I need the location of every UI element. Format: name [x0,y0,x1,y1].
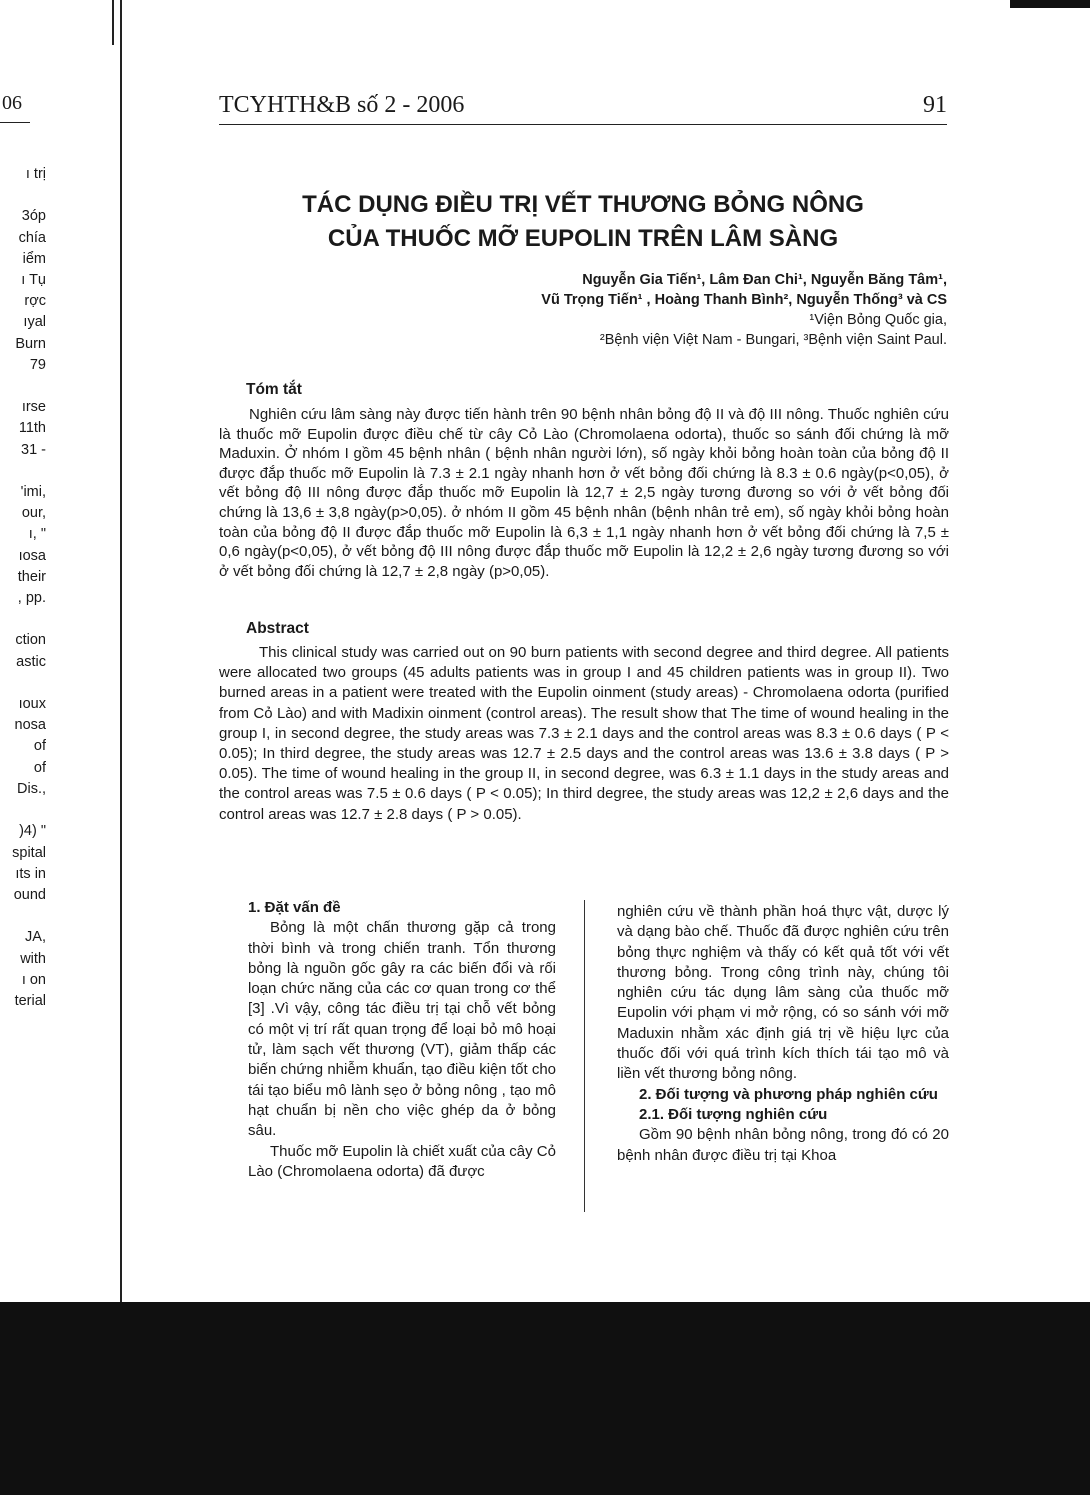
scan-shadow-top [1010,0,1090,8]
scan-dark-bottom [0,1302,1090,1495]
right-column [617,902,949,1166]
binding-line-top [112,0,114,45]
author-block [219,270,947,350]
section-2-1-heading: 2.1. Đối tượng nghiên cứu [639,1105,828,1123]
summary-text: Nghiên cứu lâm sàng này được tiến hành trên 90 bệnh nhân bỏng độ II và độ III nông. Thuốc nghiên cứu là thuốc mỡ Eupolin được điều chế từ cây Cỏ Lào (Chromolaena odorta), thuốc so sánh đối chứng là mỡ Maduxin. Ở nhóm I gồm 45 bệnh nhân ( bệnh nhân người lớn), số ngày khỏi bỏng hoàn toàn của bỏng độ II được đắp thuốc mỡ Eupolin là 7.3 ± 2.1 ngày nhanh hơn ở vết bỏng đối chứng là 8.3 ± 0.6 ngày(p<0,05), ở vết bỏng độ III nông được đắp thuốc mỡ Eupolin là 12,7 ± 2,5 ngày tương đương so với ở vết bỏng đối chứng là 13,6 ± 3,8 ngày(p>0,05). ở nhóm II gồm 45 bệnh nhân (bệnh nhân trẻ em), số ngày khỏi bỏng hoàn toàn của bỏng độ II được đắp thuốc mỡ Eupolin là 6,3 ± 1,1 ngày nhanh hơn ở vết bỏng đối chứng là 7,5 ± 0,6 ngày(p<0,05), ở vết bỏng độ III nông được đắp thuốc mỡ Eupolin là 12,2 ± 2,6 ngày tương đương so với ở vết bỏng đối chứng là 12,7 ± 2,8 ngày (p>0,05). [219,406,949,580]
abstract-heading: Abstract [246,620,309,637]
section-1-heading: 1. Đặt vấn đề [248,899,341,916]
affiliation-line-1: ¹Viện Bỏng Quốc gia, [809,312,947,328]
previous-page-text-edge: ı trị 3óp chía iểm ı Tụ rợc ıyal Burn 79 ırse 11th 31 - 'imi, our, ı, " ıosa their , pp. ction astic ıoux nosa of of Dis., )4) " spital ıts in ound JA, with ı on terial [12,166,46,1009]
right-paragraph-2: Gồm 90 bệnh nhân bỏng nông, trong đó có 20 bệnh nhân được điều trị tại Khoa [617,1126,949,1164]
article-title [219,188,947,256]
authors-line-2: Vũ Trọng Tiến¹ , Hoàng Thanh Bình², Nguyễn Thống³ và CS [541,292,947,308]
page-number: 91 [923,92,947,118]
journal-name: TCYHTH&B số 2 - 2006 [219,92,465,118]
previous-page-rule [0,122,30,123]
section-1-paragraph-2: Thuốc mỡ Eupolin là chiết xuất của cây Cỏ Lào (Chromolaena odorta) đã được [248,1142,556,1180]
affiliation-line-2: ²Bệnh viện Việt Nam - Bungari, ³Bệnh viện Saint Paul. [599,332,947,348]
abstract-text: This clinical study was carried out on 90 burn patients with second degree and third degree. All patients were allocated two groups (45 adults patients was in group I and 45 children patients was in group II). Two burned areas in a patient were treated with the Eupolin oinment (study areas) - Chromolaena odorta (purified from Cỏ Lào) and with Madixin oinment (control areas). The result show that The time of wound healing in the group I, in second degree, the study areas was 7.3 ± 2.1 days and the control areas was 8.3 ± 0.6 days ( P < 0.05); In third degree, the study areas was 12.7 ± 2.5 days and the control areas was 13.6 ± 3.8 days ( P > 0.05). The time of wound healing in the group II, in second degree, was 6.3 ± 1.1 days in the study areas and the control areas was 7.5 ± 0.6 days ( P < 0.05); In third degree, the study areas was 12,2 ± 2,6 days and the control areas was 12.7 ± 2.8 days ( P > 0.05). [219,644,949,823]
column-divider [584,900,585,1212]
title-line-2: CỦA THUỐC MỠ EUPOLIN TRÊN LÂM SÀNG [327,225,839,252]
section-1-paragraph-1: Bỏng là một chấn thương gặp cả trong thời bình và trong chiến tranh. Tổn thương bỏng là nguồn gốc gây ra các biến đổi và rối loạn chức năng của các cơ quan trong cơ thể [3] .Vì vậy, công tác điều trị tại chỗ vết bỏng có một vị trí rất quan trọng để loại bỏ mô hoại tử, làm sạch vết thương (VT), giảm thấp các biến chứng nhiễm khuẩn, tạo điều kiện tốt cho tái tạo biểu mô lành sẹo ở bỏng nông , tạo mô hạt chuẩn bị nền cho việc ghép da ở bỏng sâu. [248,919,556,1140]
summary-heading: Tóm tắt [246,381,302,398]
section-2-heading: 2. Đối tượng và phương pháp nghiên cứu [639,1085,938,1103]
previous-page-number: 06 [2,92,22,114]
left-column [248,898,556,1182]
title-line-1: TÁC DỤNG ĐIỀU TRỊ VẾT THƯƠNG BỎNG NÔNG [302,191,864,218]
binding-line [120,0,122,1302]
running-header [219,92,947,125]
right-paragraph-1: nghiên cứu về thành phần hoá thực vật, dược lý và dạng bào chế. Thuốc đã được nghiên cứu trên bỏng thực nghiệm và thấy có kết quả tốt với vết thương bỏng. Trong công trình này, chúng tôi nghiên cứu tác dụng lâm sàng của thuốc mỡ Eupolin với phạm vi mở rộng, có so sánh với mỡ Maduxin nhằm xác định giá trị về hiệu lực của thuốc đối với quá trình kích thích tái tạo mô và liền vết thương bỏng nông. [617,903,949,1083]
authors-line-1: Nguyễn Gia Tiến¹, Lâm Đan Chi¹, Nguyễn Băng Tâm¹, [582,272,947,288]
